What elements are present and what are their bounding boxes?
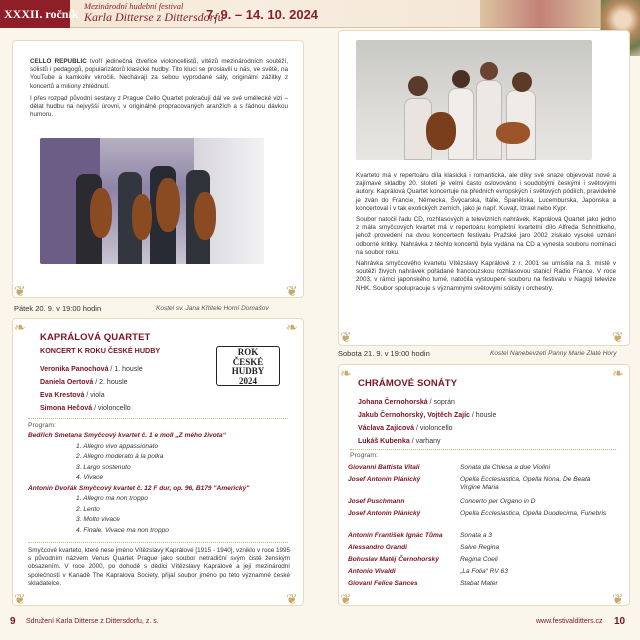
performer-name: Simona Hečová [40, 405, 93, 412]
performer-name: Veronika Panochová [40, 366, 109, 373]
program-label-left: Program: [28, 422, 56, 429]
ornament-corner-icon: ❧ [14, 319, 26, 335]
event-date-right: Sobota 21. 9. v 19:00 hodin [338, 349, 430, 358]
program-work: Opella Ecclesiastica, Opella Nona, De Beata Virgine Maria [460, 476, 591, 491]
logo-line: ROK [237, 347, 259, 357]
program-composer: Antonio Vivaldi [348, 568, 396, 575]
closing-paragraph-left: Smyčcové kvarteto, které nese jméno Vítězslavy Kaprálové [1915 - 1940], vzniklo v roce 1995 s původním názvem Venus Quartet Prague jako soubor netradiční svým čistě ženským obsazením. V roce 2000, po dohodě s dědici Vítězslavy Kaprálové a její mezinárodní společností v Kanadě The Kapralova Society, přijal soubor jméno po této významné české skladatelce. [28, 547, 290, 587]
festival-title [84, 1, 224, 23]
kapralova-quartet-photo [356, 40, 592, 160]
cello-republic-photo [40, 138, 264, 264]
right-intro-text [356, 172, 616, 296]
performer [40, 376, 240, 389]
logo-line: 2024 [239, 375, 257, 386]
program-label-right: Program: [350, 452, 378, 459]
performer-role: / viola [84, 392, 105, 399]
movement: 3. Molto vivace [76, 516, 120, 523]
banner-ornament [480, 0, 600, 28]
ornament-corner-icon: ❧ [612, 365, 624, 381]
program-work: Stabat Mater [460, 580, 498, 587]
performer-name: Daniela Oertová [40, 379, 94, 386]
program-composer: Giovani Felice Sances [348, 580, 418, 587]
program-list-right [348, 462, 618, 602]
ornament-corner-icon: ❦ [612, 591, 624, 607]
program-composer: Alessandro Grandi [348, 544, 407, 551]
program-composer: Josef Antonín Plánický [348, 476, 421, 483]
program-work-1: Bedřich Smetana Smyčcový kvartet č. 1 e moll „Z mého života“ [28, 432, 226, 439]
performer-name: Lukáš Kubenka [358, 438, 410, 445]
intro-paragraph-1 [30, 58, 288, 91]
program-work: Concerto per Organo in D [460, 498, 536, 505]
divider [350, 449, 616, 450]
program-work: Sonata a 3 [460, 532, 492, 539]
logo-line: HUDBY [231, 366, 265, 377]
event-title-right: CHRÁMOVÉ SONÁTY [358, 378, 458, 389]
movement: 4. Vivace [76, 474, 104, 481]
movement: 4. Finale. Vivace ma non troppo [76, 526, 169, 534]
right-paragraph-1: Kvarteto má v repertoáru díla klasická i romantická, ale díky své snaze objevovat nové a zajímavé skladby 20. století je velmi často oslovováno i soudobými českými i světovými autory. Kaprálová Quartet koncertuje na předních evropských i světových pódiích, pravidelně je zván do Francie, Německa, Švýcarska, Itálie, Španělska, Lucemburska, Japonska a koncertoval i v tak exotických zemích, jako je např. Kuvajt, Izrael nebo Kypr. [356, 172, 616, 212]
performers-list-right [358, 396, 608, 448]
page-number-left: 9 [10, 616, 16, 627]
ornament-corner-icon: ❧ [340, 365, 352, 381]
ornament-corner-icon: ❦ [14, 591, 26, 607]
movement: 1. Allegro vivo appassionato [76, 442, 159, 450]
left-event-heading [40, 332, 220, 355]
footer-website-link[interactable]: www.festivalditters.cz [536, 618, 603, 625]
program-composer: Antonín František Ignác Tůma [348, 532, 443, 539]
performer-name: Johana Černohorská [358, 399, 428, 406]
right-paragraph-2: Soubor natočil řadu CD, rozhlasových a televizních nahrávek. Kaprálová Quartet jako jedno z mála smyčcových kvartet má v repertoáru kompletní kvartetní dílo Alfreda Schnittkeho, jehož provedení na dvou koncertech festivalu Pražské jaro 2002 získalo vysoké uznání odborné kritiky. Nahrávka z těchto koncertů byla vydána na CD a vynesla souboru nominaci na soubor roku. [356, 216, 616, 256]
performer-role: / violoncello [92, 405, 131, 412]
ornament-corner-icon: ❦ [286, 591, 298, 607]
program-composer: Giovanni Battista Vitali [348, 464, 420, 471]
performer-name: Eva Krestová [40, 392, 85, 399]
performer-name: Jakub Černohorský, Vojtěch Zajíc [358, 412, 470, 419]
program-composer: Josef Puschmann [348, 498, 405, 505]
festival-title-line2: Karla Ditterse z Dittersdorfu [84, 10, 224, 24]
footer-organizer: Sdružení Karla Ditterse z Dittersdorfu, z. s. [26, 618, 159, 625]
ornament-corner-icon: ❦ [612, 329, 624, 345]
program-composer: Bohuslav Matěj Černohorský [348, 556, 439, 563]
performer [358, 396, 608, 409]
movement: 2. Allegro moderato à la polka [76, 453, 164, 460]
event-place-left: Kostel sv. Jana Křtitele Horní Domašov [156, 305, 269, 312]
performer-role: / soprán [427, 399, 455, 406]
ornament-corner-icon: ❦ [340, 591, 352, 607]
performer-role: / 2. housle [93, 379, 128, 386]
program-work: Salve Regina [460, 544, 500, 551]
program-work: Regina Coeli [460, 556, 498, 563]
performers-list-left [40, 363, 240, 415]
program-work-2: Antonín Dvořák Smyčcový kvartet č. 12 F dur, op. 96, B179 "Americký" [28, 484, 250, 492]
intro-paragraph-2: I přes rozpad původní sestavy z Prague Cello Quartet pokračují dál ve své umělecké vizi – dělat hudbu na nejvyšší úrovni, v originálně propracovaných aranžích a s řádnou dávkou humoru. [30, 94, 288, 119]
performer-role: / violoncello [414, 425, 453, 432]
performer [40, 389, 240, 402]
performer [40, 363, 240, 376]
program-work: „La Folia“ RV 63 [460, 568, 508, 575]
ornament-corner-icon: ❦ [14, 283, 26, 299]
performer-role: / varhany [409, 438, 441, 445]
performer [358, 422, 608, 435]
divider [28, 542, 288, 543]
program-composer: Josef Antonín Plánický [348, 510, 421, 517]
program-left [28, 422, 290, 536]
logo-line: ČESKÉ [232, 356, 264, 367]
program-work: Sonata da Chiesa a due Violini [460, 464, 551, 471]
page-number-right: 10 [614, 616, 626, 627]
performer [358, 409, 608, 422]
festival-dates: 7. 9. – 14. 10. 2024 [206, 7, 319, 22]
movement: 2. Lento [76, 505, 100, 513]
performer-name: Václava Zajícová [358, 425, 415, 432]
intro-bold-name: CELLO REPUBLIC [30, 58, 87, 65]
left-intro-text [30, 58, 288, 122]
event-title-left: KAPRÁLOVÁ QUARTET [40, 332, 151, 343]
festival-title-line1: Mezinárodní hudební festival [84, 1, 184, 11]
right-paragraph-3: Nahrávka smyčcového kvartetu Vítězslavy Kaprálové z r. 2001 se umístila na 3. místě v soutěži živých nahrávek pořádané francouzskou rozhlasovou stanicí Radio France. V roce 2003, v rámci japonského turné, natočila vystoupení souboru na festivalu v Nagoji televize NHK. Soubor spolupracuje s významnými světovými sólisty i orchestry. [356, 260, 616, 292]
performer-role: / housle [469, 412, 497, 419]
performer [358, 435, 608, 448]
program-work: Opella Ecclesiastica, Opella Duodecima, Funebris [460, 510, 607, 517]
divider [28, 418, 288, 419]
ornament-corner-icon: ❧ [286, 319, 298, 335]
ornament-corner-icon: ❦ [340, 329, 352, 345]
intro-paragraph-1-text: tvoří jedinečná čtveřice violoncellistů, vítězů mezinárodních soutěží, sólistů i pedagogů, popularizátorů klasické hudby. Tito kluci se proslavili u nás, ve světě, na YouTube a kamkoliv vkročili. Nechávají za sebou vyprodané sály, originální zážitky z koncertů a miliony zhlédnutí. [30, 58, 289, 90]
header-banner [0, 0, 640, 28]
event-date-left: Pátek 20. 9. v 19:00 hodin [14, 304, 102, 313]
event-place-right: Kostel Nanebevzetí Panny Marie Zlaté Hory [490, 350, 617, 357]
ornament-corner-icon: ❦ [286, 283, 298, 299]
event-subtitle-left: KONCERT K ROKU ČESKÉ HUDBY [40, 346, 161, 355]
edition-label: XXXII. ročník [4, 7, 79, 21]
performer-role: / 1. housle [108, 366, 143, 373]
performer [40, 402, 240, 415]
movement: 3. Largo sostenuto [76, 463, 131, 471]
movement: 1. Allegro ma non troppo [76, 495, 148, 502]
